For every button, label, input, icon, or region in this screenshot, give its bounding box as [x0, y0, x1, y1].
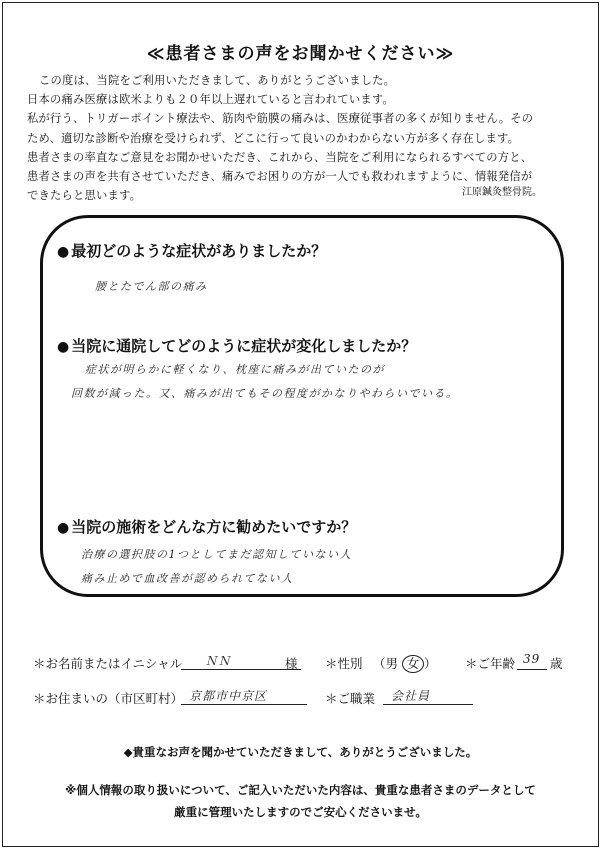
clinic-signature: 江原鍼灸整骨院。 — [462, 187, 542, 198]
question-text: 当院の施術をどんな方に勧めたいですか？ — [71, 518, 357, 536]
answer-3-line: 治療の選択肢の1つとしてまだ認知していない人 — [81, 548, 352, 561]
privacy-note-line1: ※個人情報の取り扱いについて、ご記入いただいた内容は、貴重な患者さまのデータとして — [65, 783, 536, 797]
age-field[interactable] — [517, 652, 547, 670]
name-suffix: 様 — [285, 656, 298, 671]
gender-close: ） — [424, 656, 437, 671]
intro-line: ため、適切な診断や治療を受けられず、どこに行って良いのかわからない方が多く存在します。 — [27, 131, 520, 145]
name-field[interactable] — [181, 652, 301, 670]
age-label: ＊ご年齢 — [465, 656, 516, 671]
question-2 — [57, 335, 416, 356]
question-3 — [57, 516, 356, 537]
intro-line: できたらと思います。 — [27, 189, 142, 203]
bullet-icon: ● — [57, 244, 70, 260]
gender-options — [373, 654, 437, 673]
name-value: ＮＮ — [205, 654, 232, 668]
answer-1-line: 腰とたでん部の痛み — [95, 280, 208, 293]
job-value: 会社員 — [391, 689, 431, 703]
age-suffix: 歳 — [550, 656, 563, 671]
privacy-note-line2: 厳重に管理いたしますのでご安心くださいませ。 — [174, 805, 427, 819]
intro-line: 患者さまの率直なご意見をお聞かせいただき、これから、当院をご利用になられるすべての方と、 — [27, 150, 533, 164]
question-box — [40, 215, 564, 597]
age-value: 39 — [523, 652, 541, 666]
address-label: ＊お住まいの（市区町村） — [33, 691, 184, 706]
page-title: ≪患者さまの声をお聞かせください≫ — [146, 44, 455, 64]
question-1 — [57, 240, 326, 261]
intro-line: 患者さまの声を共有させていただき、痛みでお困りの方が一人でも救われますように、情報発信が — [27, 170, 533, 184]
gender-open: （ — [373, 656, 386, 671]
intro-line: 私が行う、トリガーポイント療法や、筋肉や筋膜の痛みは、医療従事者の多くが知りません。その — [27, 112, 534, 126]
question-text: 最初どのような症状がありましたか？ — [71, 242, 327, 260]
thanks-note: ◆貴重なお声を聞かせていただきまして、ありがとうございました。 — [123, 745, 478, 759]
address-field[interactable] — [181, 687, 307, 705]
question-text: 当院に通院してどのように症状が変化しましたか？ — [71, 337, 417, 355]
name-label: ＊お名前またはイニシャル — [33, 656, 183, 671]
bullet-icon: ● — [57, 339, 70, 355]
intro-line: 日本の痛み医療は欧米よりも２０年以上遅れていると言われています。 — [27, 93, 394, 107]
gender-female-selected[interactable]: 女 — [402, 655, 424, 673]
answer-2-line: 回数が減った。又、痛みが出てもその程度がかなりやわらいでいる。 — [71, 387, 459, 400]
job-label: ＊ご職業 — [325, 691, 376, 706]
survey-sheet — [2, 2, 599, 847]
gender-male[interactable]: 男 — [385, 656, 399, 671]
answer-3-line: 痛み止めで血改善が認められてない人 — [81, 572, 294, 585]
bullet-icon: ● — [57, 520, 70, 536]
intro-line: この度は、当院をご利用いただきまして、ありがとうございました。 — [39, 74, 396, 87]
address-value: 京都市中京区 — [189, 689, 268, 703]
gender-label: ＊性別 — [325, 656, 363, 671]
job-field[interactable] — [383, 687, 473, 705]
answer-2-line: 症状が明らかに軽くなり、枕座に痛みが出ていたのが — [85, 363, 385, 376]
